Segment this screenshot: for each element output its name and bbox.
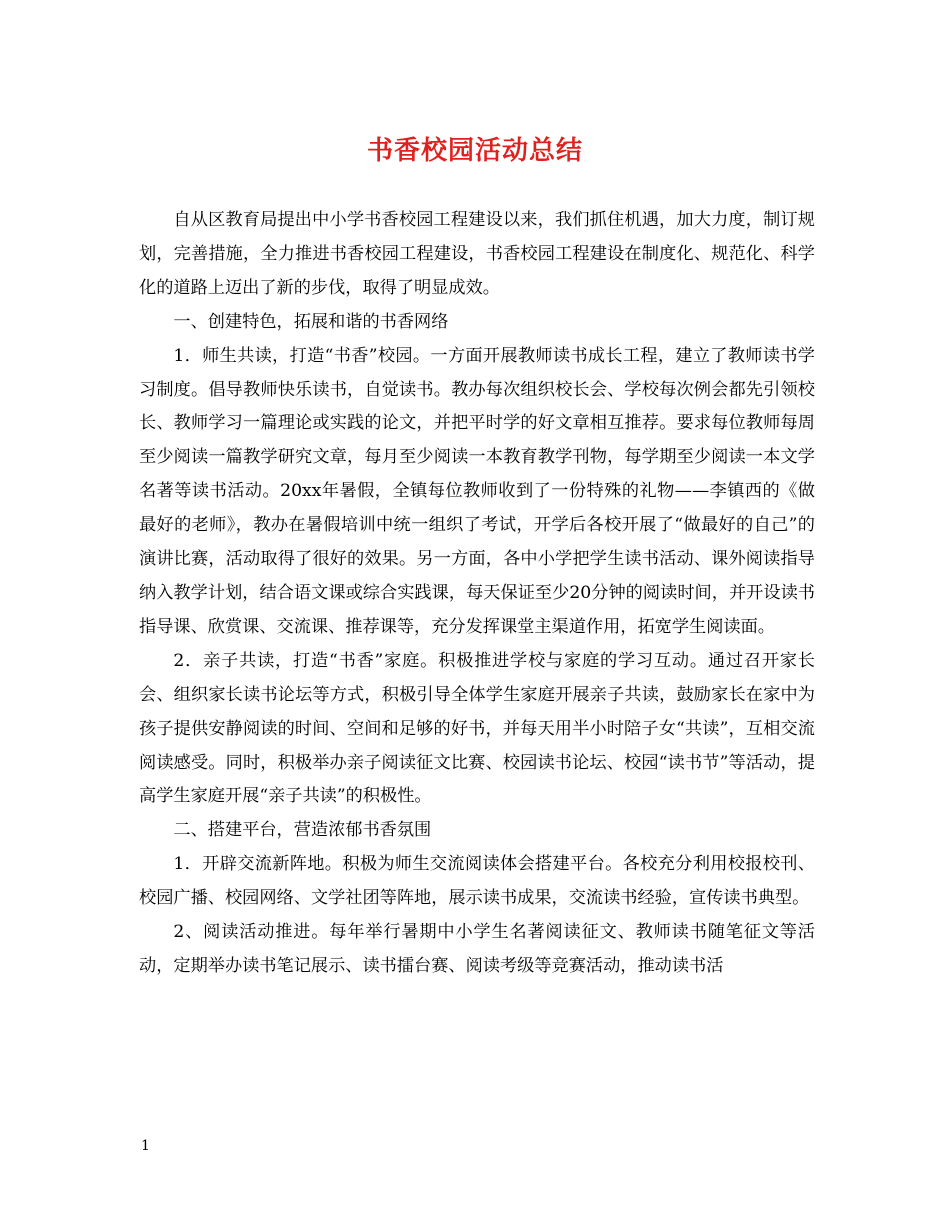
body-paragraph: 2、阅读活动推进。每年举行暑期中小学生名著阅读征文、教师读书随笔征文等活动，定期举办读书笔记展示、读书擂台赛、阅读考级等竞赛活动，推动读书活 [139, 922, 815, 976]
body-paragraph: 1．开辟交流新阵地。积极为师生交流阅读体会搭建平台。各校充分利用校报校刊、校园广播、校园网络、文学社团等阵地，展示读书成果，交流读书经验，宣传读书典型。 [139, 854, 815, 909]
section-heading-2: 二、搭建平台，营造浓郁书香氛围 [173, 820, 432, 841]
page-number: 1 [141, 1138, 150, 1154]
document-body [139, 204, 815, 984]
body-paragraph: 1．师生共读，打造“书香”校园。一方面开展教师读书成长工程，建立了教师读书学习制度。倡导教师快乐读书，自觉读书。教办每次组织校长会、学校每次例会都先引领校长、教师学习一篇理论或实践的论文，并把平时学的好文章相互推荐。要求每位教师每周至少阅读一篇教学研究文章，每月至少阅读一本教育教学刊物，每学期至少阅读一本文学名著等读书活动。20xx年暑假，全镇每位教师收到了一份特殊的礼物——李镇西的《做最好的老师》，教办在暑假培训中统一组织了考试，开学后各校开展了“做最好的自己”的演讲比赛，活动取得了很好的效果。另一方面，各中小学把学生读书活动、课外阅读指导纳入教学计划，结合语文课或综合实践课，每天保证至少20分钟的阅读时间，并开设读书指导课、欣赏课、交流课、推荐课等，充分发挥课堂主渠道作用，拓宽学生阅读面。 [139, 345, 815, 637]
section-heading-1: 一、创建特色，拓展和谐的书香网络 [173, 311, 449, 332]
intro-paragraph: 自从区教育局提出中小学书香校园工程建设以来，我们抓住机遇，加大力度，制订规划，完善措施，全力推进书香校园工程建设，书香校园工程建设在制度化、规范化、科学化的道路上迈出了新的步伐，取得了明显成效。 [139, 210, 815, 298]
document-title: 书香校园活动总结 [366, 136, 583, 166]
body-paragraph: 2．亲子共读，打造“书香”家庭。积极推进学校与家庭的学习互动。通过召开家长会、组织家长读书论坛等方式，积极引导全体学生家庭开展亲子共读，鼓励家长在家中为孩子提供安静阅读的时间、空间和足够的好书，并每天用半小时陪子女“共读”，互相交流阅读感受。同时，积极举办亲子阅读征文比赛、校园读书论坛、校园“读书节”等活动，提高学生家庭开展“亲子共读”的积极性。 [139, 650, 815, 807]
